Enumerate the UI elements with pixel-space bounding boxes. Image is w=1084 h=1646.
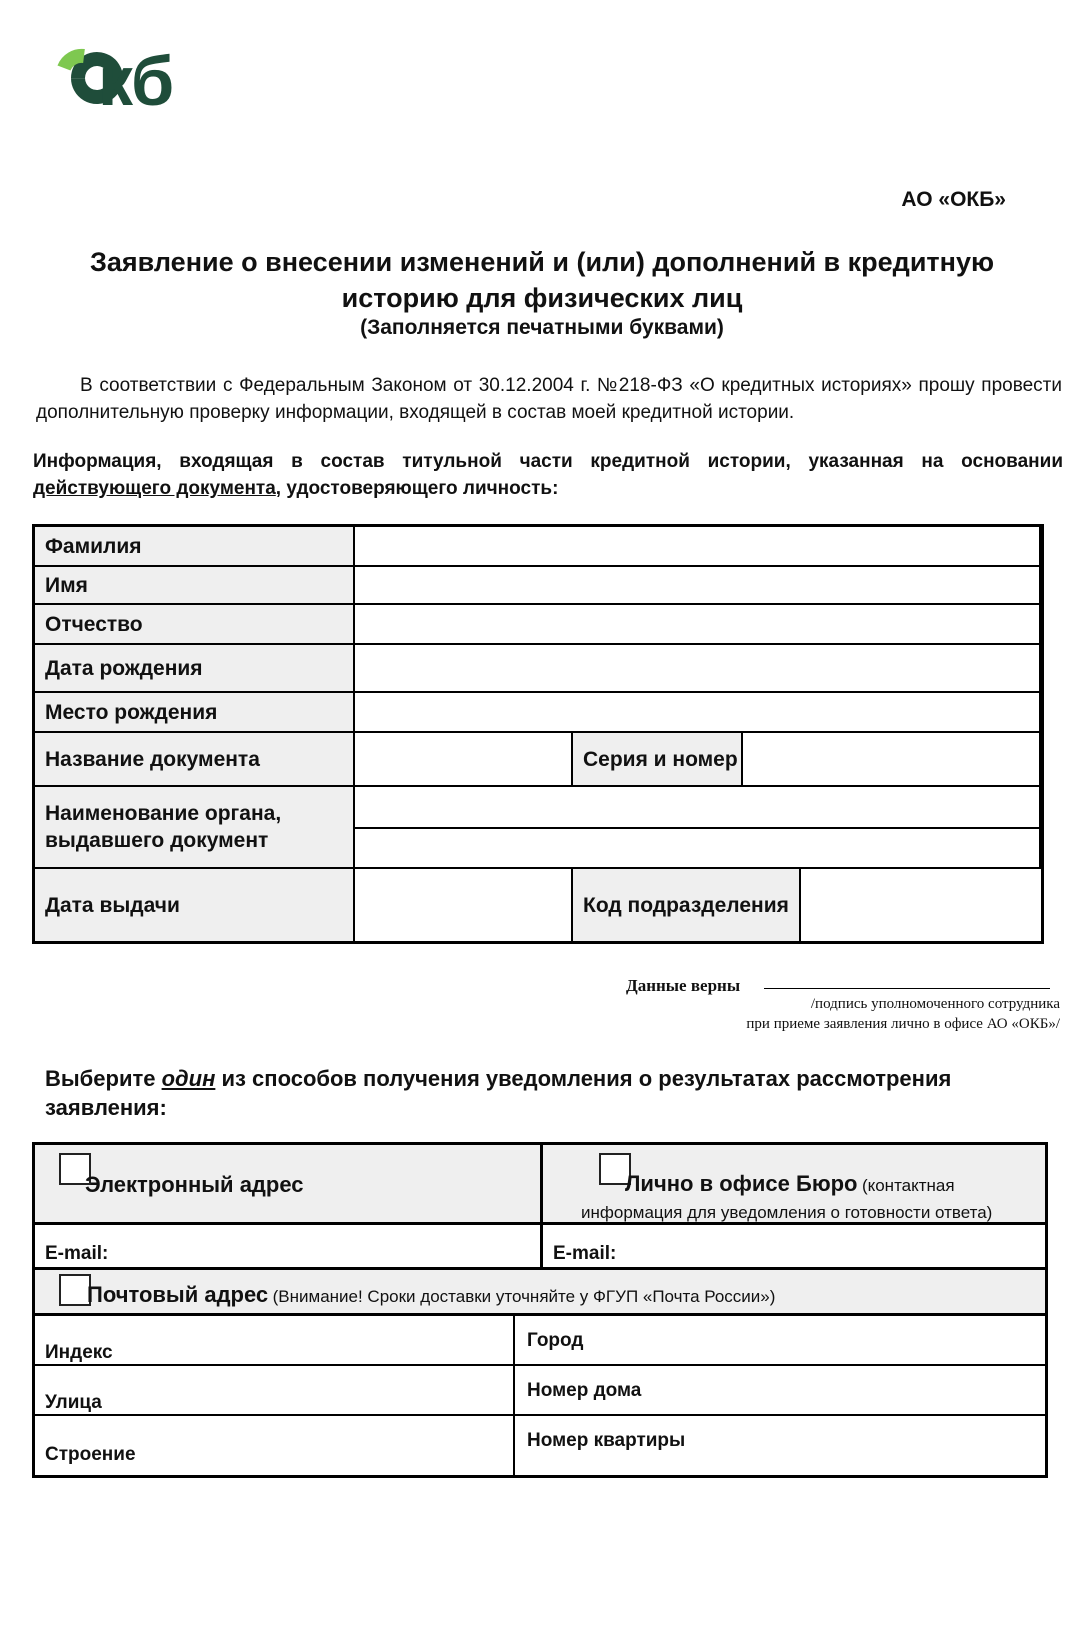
building-cell[interactable]	[35, 1416, 515, 1475]
email-right-cell[interactable]	[543, 1225, 1045, 1270]
post-option-text	[87, 1282, 775, 1308]
birth-place-label: Место рождения	[35, 693, 355, 733]
post-option-note: (Внимание! Сроки доставки уточняйте у ФГУП «Почта России»)	[272, 1287, 776, 1306]
info-text-1: Информация, входящая в состав титульной части кредитной истории, указанная на основании	[33, 451, 1063, 472]
svg-text:кб: кб	[98, 42, 173, 118]
title-line-2: историю для физических лиц	[341, 283, 743, 313]
post-option-title: Почтовый адрес	[87, 1282, 269, 1307]
house-label: Номер дома	[527, 1380, 642, 1401]
name-label: Имя	[35, 567, 355, 605]
page-subtitle: (Заполняется печатными буквами)	[360, 316, 724, 339]
office-option-text	[581, 1171, 1031, 1227]
signature-line[interactable]	[764, 988, 1050, 989]
street-label: Улица	[45, 1392, 102, 1413]
email-left-label: E-mail:	[45, 1243, 109, 1264]
series-number-field[interactable]	[743, 733, 1041, 787]
patronymic-field[interactable]	[355, 605, 1041, 645]
identity-table	[32, 524, 1044, 944]
issuer-field-2[interactable]	[355, 829, 1041, 869]
info-text-2: , удостоверяющего личность:	[275, 478, 559, 499]
birth-date-field[interactable]	[355, 645, 1041, 693]
info-paragraph	[33, 448, 1063, 502]
office-option-title: Лично в офисе Бюро	[625, 1171, 858, 1196]
notification-table	[32, 1142, 1048, 1478]
issue-date-field[interactable]	[355, 869, 573, 941]
page-title	[60, 244, 1024, 316]
signature-note-1: /подпись уполномоченного сотрудника	[810, 996, 1060, 1012]
issuer-label: Наименование органа, выдавшего документ	[35, 787, 355, 869]
okb-logo	[56, 38, 226, 118]
dept-code-label: Код подразделения	[573, 869, 801, 941]
signature-note-2: при приеме заявления лично в офисе АО «ОКБ»/	[746, 1016, 1060, 1032]
post-option-cell	[35, 1270, 1045, 1316]
birth-date-label: Дата рождения	[35, 645, 355, 693]
index-cell[interactable]	[35, 1316, 515, 1366]
choose-emph: один	[161, 1066, 216, 1091]
company-name: АО «ОКБ»	[901, 188, 1006, 211]
dept-code-field[interactable]	[801, 869, 1041, 941]
office-option-note: (контактная информация для уведомления о готовности ответа)	[581, 1176, 993, 1222]
birth-place-field[interactable]	[355, 693, 1041, 733]
office-option-cell	[543, 1145, 1045, 1225]
intro-paragraph: В соответствии с Федеральным Законом от 30.12.2004 г. №218-ФЗ «О кредитных историях» прошу провести дополнительную проверку информации, входящей в состав моей кредитной истории.	[36, 375, 1062, 423]
choose-text-1: Выберите	[45, 1066, 162, 1091]
email-left-cell[interactable]	[35, 1225, 543, 1270]
doc-name-field[interactable]	[355, 733, 573, 787]
series-number-label: Серия и номер	[573, 733, 743, 787]
patronymic-label: Отчество	[35, 605, 355, 645]
choose-heading	[45, 1064, 1025, 1122]
apartment-cell[interactable]	[515, 1416, 1045, 1475]
email-option-cell	[35, 1145, 543, 1225]
street-cell[interactable]	[35, 1366, 515, 1416]
house-cell[interactable]	[515, 1366, 1045, 1416]
city-cell[interactable]	[515, 1316, 1045, 1366]
info-underlined: действующего документа	[33, 478, 276, 499]
email-right-label: E-mail:	[553, 1243, 617, 1264]
title-line-1: Заявление о внесении изменений и (или) дополнений в кредитную	[89, 247, 995, 277]
city-label: Город	[527, 1330, 584, 1351]
signature-label: Данные верны	[626, 976, 741, 995]
building-label: Строение	[45, 1444, 136, 1465]
issuer-field-1[interactable]	[355, 787, 1041, 829]
apartment-label: Номер квартиры	[527, 1430, 686, 1451]
index-label: Индекс	[45, 1342, 113, 1363]
surname-field[interactable]	[355, 527, 1041, 567]
surname-label: Фамилия	[35, 527, 355, 567]
choose-text-2: из способов получения уведомления о результатах рассмотрения заявления:	[45, 1066, 952, 1120]
name-field[interactable]	[355, 567, 1041, 605]
email-option-title: Электронный адрес	[85, 1172, 304, 1197]
doc-name-label: Название документа	[35, 733, 355, 787]
issue-date-label: Дата выдачи	[35, 869, 355, 941]
